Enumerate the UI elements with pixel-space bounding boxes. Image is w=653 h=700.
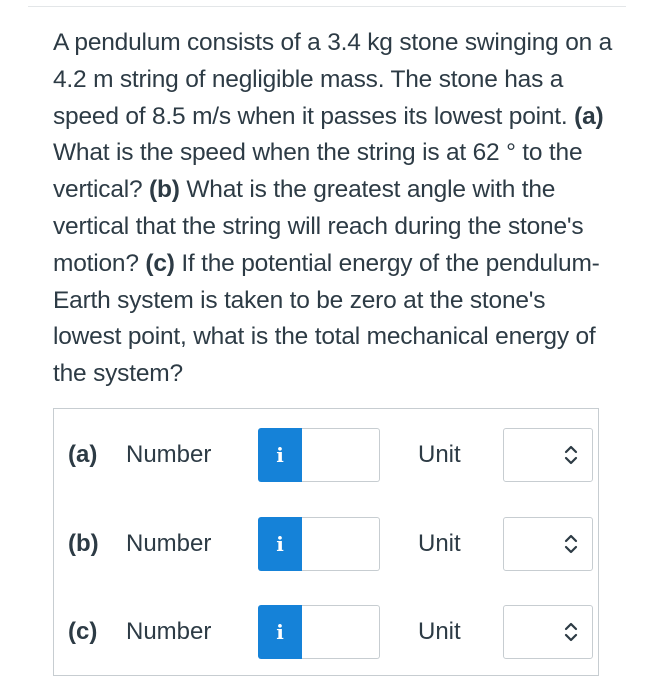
info-button[interactable] [258, 517, 302, 571]
chevron-up-down-icon [564, 533, 578, 555]
number-label: Number [126, 530, 212, 557]
number-input-b[interactable] [302, 517, 380, 571]
answer-part-label: (a) [68, 441, 98, 468]
number-label: Number [126, 441, 212, 468]
number-input-c[interactable] [302, 605, 380, 659]
unit-label: Unit [418, 441, 461, 468]
part-b-text: What is the greatest angle with the vertical that the string will reach during the stone's motion? [53, 176, 584, 277]
part-c-tag: (c) [145, 249, 175, 277]
number-input-a[interactable] [302, 428, 380, 482]
answer-part-label: (c) [68, 618, 98, 645]
info-icon: i [276, 620, 284, 644]
part-a-tag: (a) [574, 102, 604, 130]
unit-label: Unit [418, 618, 461, 645]
part-c-text: If the potential energy of the pendulum-Earth system is taken to be zero at the stone's lowest point, what is the total mechanical energy of the system? [53, 249, 600, 388]
top-divider [28, 6, 626, 7]
number-label: Number [126, 618, 212, 645]
question-intro: A pendulum consists of a 3.4 kg stone swinging on a 4.2 m string of negligible mass. The stone has a speed of 8.5 m/s when it passes its lowest point. [53, 29, 613, 130]
unit-select-a[interactable] [503, 428, 593, 482]
info-icon: i [276, 532, 284, 556]
part-b-tag: (b) [149, 176, 180, 204]
answer-row-c [54, 605, 598, 659]
chevron-up-down-icon [564, 444, 578, 466]
unit-label: Unit [418, 530, 461, 557]
info-icon: i [276, 443, 284, 467]
answer-box [53, 408, 599, 676]
info-button[interactable] [258, 605, 302, 659]
answer-row-b [54, 517, 598, 571]
answer-part-label: (b) [68, 530, 99, 557]
answer-row-a [54, 428, 598, 482]
info-button[interactable] [258, 428, 302, 482]
chevron-up-down-icon [564, 621, 578, 643]
part-a-text: What is the speed when the string is at 62 ° to the vertical? [53, 139, 583, 204]
unit-select-c[interactable] [503, 605, 593, 659]
unit-select-b[interactable] [503, 517, 593, 571]
question-text [53, 25, 613, 393]
